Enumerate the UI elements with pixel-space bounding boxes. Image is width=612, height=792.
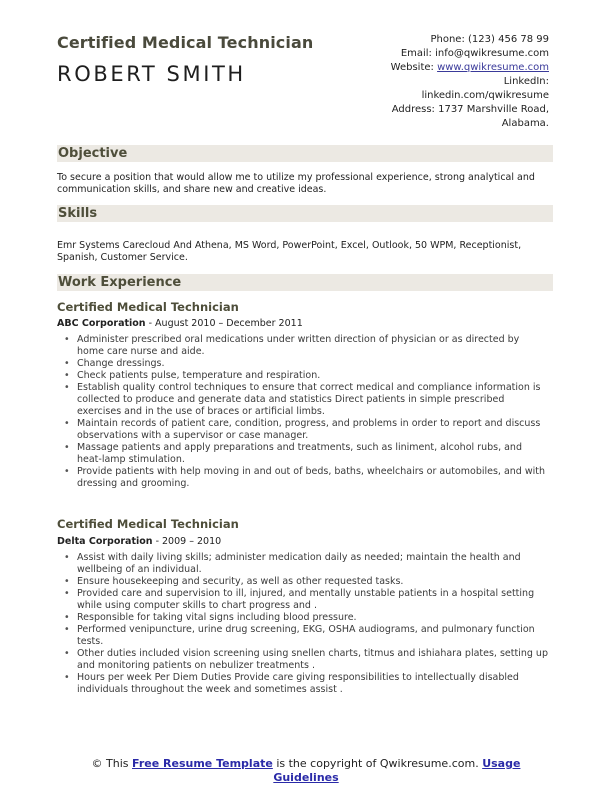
list-item: • Provided care and supervision to ill, injured, and mentally unstable patients in a hospital setting while using computer skills to chart progress and . xyxy=(57,588,549,612)
list-item: • Establish quality control techniques to ensure that correct medical and compliance information is collected to produce and generate data and statistics Direct patients in simple prescribed exercises and in the use of braces or artificial limbs. xyxy=(57,382,549,418)
website-link[interactable]: www.qwikresume.com xyxy=(437,62,549,73)
email-label: Email: xyxy=(400,48,432,59)
job-2-title: Certified Medical Technician xyxy=(57,517,239,531)
copyright-footer xyxy=(70,757,542,785)
footer-middle: is the copyright of Qwikresume.com. xyxy=(272,757,483,770)
contact-address-line2: Alabama. xyxy=(501,118,549,129)
address-line1: 1737 Marshville Road, xyxy=(438,104,549,115)
objective-heading: Objective xyxy=(58,146,128,161)
contact-website xyxy=(289,61,549,75)
contact-linkedin-label: LinkedIn: xyxy=(503,76,549,87)
list-item: • Responsible for taking vital signs including blood pressure. xyxy=(57,612,549,624)
phone-label: Phone: xyxy=(430,34,465,45)
skills-section-bar xyxy=(57,205,553,222)
job-1-bullets xyxy=(57,334,549,490)
list-item: • Ensure housekeeping and security, as well as other requested tasks. xyxy=(57,576,549,588)
phone-value: (123) 456 78 99 xyxy=(468,34,549,45)
contact-phone xyxy=(289,33,549,47)
contact-linkedin-value: linkedin.com/qwikresume xyxy=(421,90,549,101)
list-item: • Change dressings. xyxy=(57,358,549,370)
objective-section-bar xyxy=(57,145,553,162)
free-resume-template-link[interactable]: Free Resume Template xyxy=(132,757,273,770)
usage-guidelines-link[interactable]: Usage Guidelines xyxy=(273,757,521,784)
job-2-bullets xyxy=(57,552,549,696)
contact-address xyxy=(289,103,549,117)
list-item: • Performed venipuncture, urine drug screening, EKG, OSHA audiograms, and pulmonary function tests. xyxy=(57,624,549,648)
list-item: • Other duties included vision screening using snellen charts, titmus and ishiahara plates, setting up and monitoring patients on nebulizer treatments . xyxy=(57,648,549,672)
footer-prefix: © This xyxy=(91,757,133,770)
list-item: • Provide patients with help moving in and out of beds, baths, wheelchairs or automobiles, and with dressing and grooming. xyxy=(57,466,549,490)
job-1-title: Certified Medical Technician xyxy=(57,300,239,314)
job-1-dates: - August 2010 – December 2011 xyxy=(145,318,303,329)
contact-email xyxy=(289,47,549,61)
job-2-dates: - 2009 – 2010 xyxy=(152,536,222,547)
job-1-company: ABC Corporation xyxy=(57,318,146,329)
address-label: Address: xyxy=(391,104,435,115)
candidate-name: ROBERT SMITH xyxy=(57,62,246,86)
job-2-company-line xyxy=(57,536,221,547)
skills-heading: Skills xyxy=(58,206,98,221)
skills-text: Emr Systems Carecloud And Athena, MS Word, PowerPoint, Excel, Outlook, 50 WPM, Receptionist, Spanish, Customer Service. xyxy=(57,240,522,263)
header-job-title: Certified Medical Technician xyxy=(57,33,314,52)
job-1-company-line xyxy=(57,318,303,329)
objective-text: To secure a position that would allow me to utilize my professional experience, strong analytical and communication skills, and share new and creative ideas. xyxy=(57,172,535,195)
list-item: • Massage patients and apply preparations and treatments, such as liniment, alcohol rubs, and heat-lamp stimulation. xyxy=(57,442,549,466)
website-label: Website: xyxy=(390,62,434,73)
email-value: info@qwikresume.com xyxy=(435,48,549,59)
job-2-company: Delta Corporation xyxy=(57,536,153,547)
list-item: • Administer prescribed oral medications under written direction of physician or as directed by home care nurse and aide. xyxy=(57,334,549,358)
list-item: • Maintain records of patient care, condition, progress, and problems in order to report and discuss observations with a supervisor or case manager. xyxy=(57,418,549,442)
experience-heading: Work Experience xyxy=(58,275,182,290)
contact-block xyxy=(289,33,549,131)
list-item: • Check patients pulse, temperature and respiration. xyxy=(57,370,549,382)
list-item: • Hours per week Per Diem Duties Provide care giving responsibilities to intellectually disabled individuals throughout the week and sometimes assist . xyxy=(57,672,549,696)
list-item: • Assist with daily living skills; administer medication daily as needed; maintain the health and wellbeing of an individual. xyxy=(57,552,549,576)
